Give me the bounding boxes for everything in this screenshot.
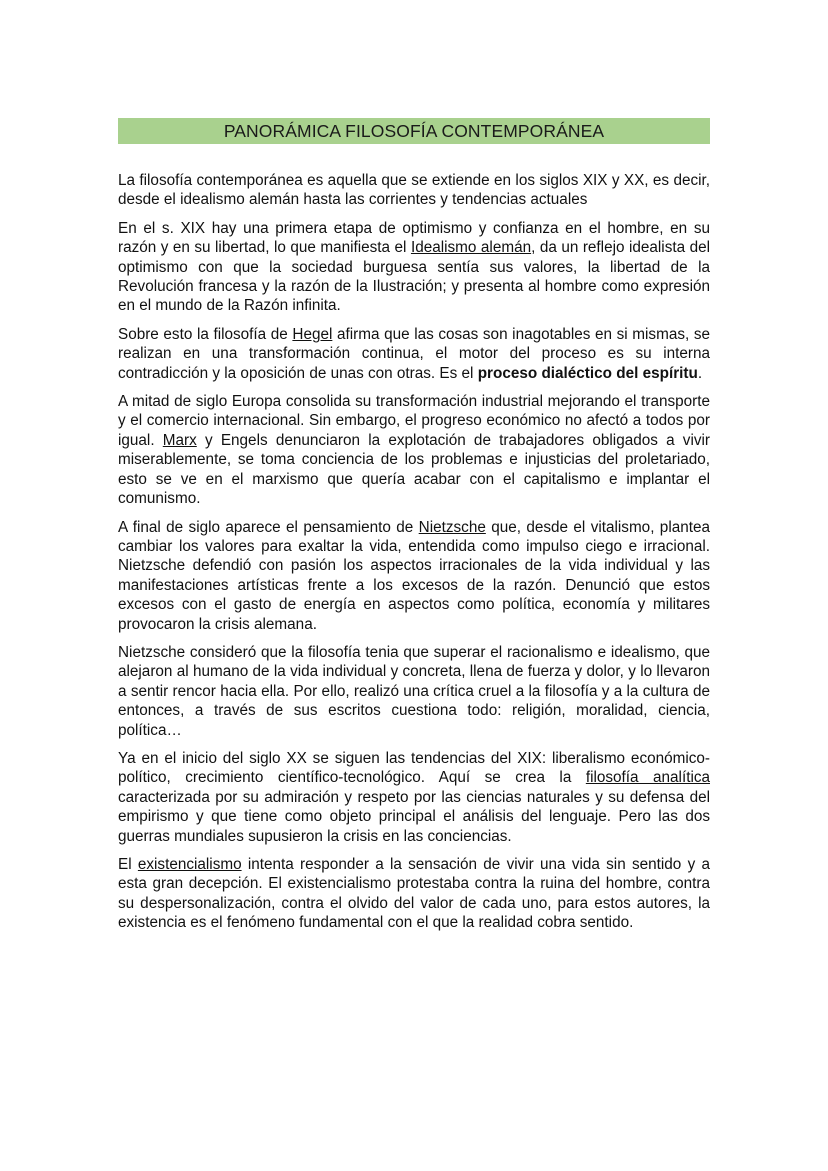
paragraph-p4: [118, 392, 710, 508]
paragraph-text: intenta responder a la sensación de vivir una vida sin sentido y a esta gran decepción. El existencialismo protestaba contra la ruina del hombre, contra su despersonalización, contra el olvido del valor de cada uno, para estos autores, la existencia es el fenómeno fundamental con el que la realidad cobra sentido.: [118, 856, 710, 932]
underlined-term: Marx: [162, 431, 197, 449]
paragraph-text: .: [697, 364, 703, 382]
underlined-term: Nietzsche: [418, 518, 486, 536]
document-title: PANORÁMICA FILOSOFÍA CONTEMPORÁNEA: [118, 118, 710, 144]
paragraph-p6: [118, 643, 710, 740]
document-page: [118, 118, 710, 942]
underlined-term: filosofía analítica: [585, 769, 710, 787]
paragraph-text: afirma que las cosas son inagotables en si mismas, se realizan en una transformación continua, el motor del proceso es su interna contradicción y la oposición de unas con otras. Es el: [118, 325, 710, 382]
bold-term: proceso dialéctico del espíritu: [477, 364, 698, 382]
paragraph-p8: [118, 855, 710, 933]
paragraph-text: A mitad de siglo Europa consolida su transformación industrial mejorando el transporte y el comercio internacional. Sin embargo, el progreso económico no afectó a todos por igual.: [118, 393, 710, 449]
document-body: [118, 171, 710, 933]
paragraph-text: Ya en el inicio del siglo XX se siguen las tendencias del XIX: liberalismo económico-político, crecimiento científico-tecnológico. Aquí se crea la: [118, 749, 710, 787]
paragraph-p1: [118, 171, 710, 210]
paragraph-text: El: [118, 856, 138, 873]
paragraph-text: caracterizada por su admiración y respeto por las ciencias naturales y su defensa del empirismo y que tiene como objeto principal el análisis del lenguaje. Pero las dos guerras mundiales supusieron la crisis en las conciencias.: [118, 788, 710, 845]
paragraph-text: , da un reflejo idealista del optimismo con que la sociedad burguesa sentía sus valores, la libertad de la Revolución francesa y la razón de la Ilustración; y presenta al hombre como expresión en el mundo de la Razón infinita.: [118, 239, 711, 315]
underlined-term: Hegel: [292, 325, 333, 343]
underlined-term: Idealismo alemán: [410, 239, 532, 257]
paragraph-text: La filosofía contemporánea es aquella que se extiende en los siglos XIX y XX, es decir, desde el idealismo alemán hasta las corrientes y tendencias actuales: [118, 172, 710, 209]
paragraph-p5: [118, 518, 710, 634]
paragraph-text: Nietzsche consideró que la filosofía tenia que superar el racionalismo e idealismo, que alejaron al humano de la vida individual y concreta, llena de fuerza y dolor, y lo llevaron a sentir rencor hacia ella. Por ello, realizó una crítica cruel a la filosofía y a la cultura de entonces, a través de sus escritos cuestiona todo: religión, moralidad, ciencia, política…: [118, 643, 710, 739]
paragraph-text: En el s. XIX hay una primera etapa de optimismo y confianza en el hombre, en su razón y en su libertad, lo que manifiesta el: [118, 219, 710, 257]
paragraph-p7: [118, 749, 710, 846]
underlined-term: existencialismo: [137, 856, 242, 873]
paragraph-text: Sobre esto la filosofía de: [118, 325, 293, 343]
paragraph-text: y Engels denunciaron la explotación de trabajadores obligados a vivir miserablemente, se toma conciencia de los problemas e injusticias del proletariado, esto se ve en el marxismo que quería acabar con el capitalismo e implantar el comunismo.: [118, 431, 710, 508]
paragraph-p2: [118, 219, 710, 316]
paragraph-text: que, desde el vitalismo, plantea cambiar los valores para exaltar la vida, entendida como impulso ciego e irracional. Nietzsche defendió con pasión los aspectos irracionales de la vida individual y las manifestaciones artísticas frente a los excesos de la razón. Denunció que estos excesos con el gasto de energía en aspectos como política, economía y militares provocaron la crisis alemana.: [118, 518, 710, 633]
paragraph-text: A final de siglo aparece el pensamiento de: [118, 518, 419, 536]
paragraph-p3: [118, 325, 710, 383]
